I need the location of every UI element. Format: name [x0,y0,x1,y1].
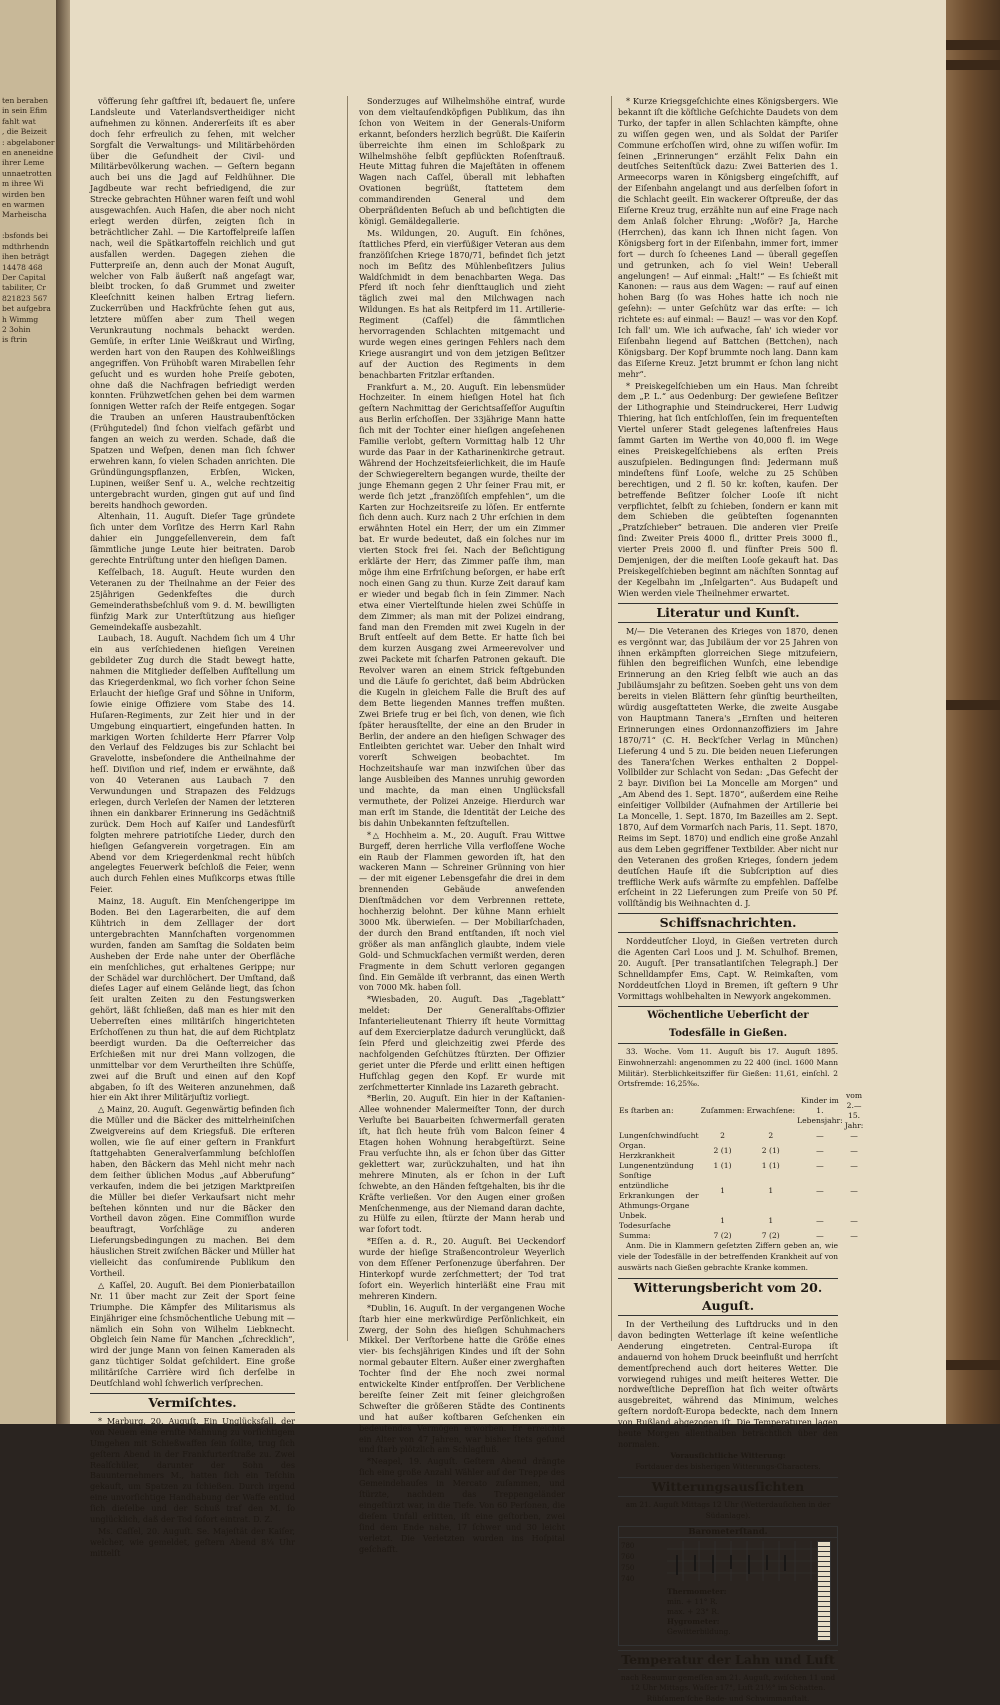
column-1 [90,96,295,1558]
table-cell: 1 [768,1216,774,1226]
table-cell: Summa: [619,1231,651,1241]
thermometer-block [667,1587,731,1637]
table-header-row [618,1091,864,1131]
article: In der Vertheilung des Luftdrucks und in den davon bedingten Wetterlage iſt keine weſentliche Aenderung eingetreten. Central-Europa iſt andauernd von hohem Druck beeinflußt und herrſcht dementſprechend auch dort heiteres Wetter. Die vorwiegend ruhiges und meiſt heiteres Wetter. Die nordweſtliche Depreſſion hat ſich weiter oſtwärts ausgebreitet, während das Minimum, welches geſtern nordoſt-Europa bedeckte, nach dem Innern von Rußland abgezogen iſt. Die Temperaturen lagen heute Morgen allenthalben beträchtlich über den normalen. [618,1319,838,1449]
table-cell: — [850,1216,858,1226]
table-cell: 1 [768,1186,774,1196]
table-cell: 2 [720,1131,725,1141]
thermometer-min: min. + 11° R. [667,1596,718,1606]
article: M/— Die Veteranen des Krieges von 1870, denen es vergönnt war, das Jubiläum der vor 25 Jahren von ihnen erkämpften glorreichen Siege mitzufeiern, fühlen den begreiflichen Wunſch, eine lebendige Erinnerung an den Krieg ſelbſt wie auch an das Jubiläumsjahr zu beſitzen. Soeben geht uns von dem bereits in vielen Blättern ſehr günſtig beurtheilten, würdig ausgeſtatteten Werke, die zweite Ausgabe von Hauptmann Tanera's „Ernſten und heiteren Erinnerungen eines Ordonnanzoffiziers im Jahre 1870/71“ (C. H. Beck'ſcher Verlag in München) Lieferung 4 und 5 zu. Die beiden neuen Lieferungen des Tanera'ſchen Werkes enthalten 2 Doppel-Vollbilder zur Schlacht von Sedan: „Das Gefecht der 2 bayr. Diviſion bei La Moncelle am Morgen“ und „Am Abend des 1. Sept. 1870“, außerdem eine Reihe einſeitiger Vollbilder (Aufnahmen der Artillerie bei La Moncelle, 1. Sept. 1870, Im Bazeilles am 2. Sept. 1870, Auf dem Vormarſch nach Paris, 11. Sept. 1870, Reims im Sept. 1870) und endlich eine große Anzahl aus dem Leben gegriffener Textbilder. Aber nicht nur den Veteranen des großen Krieges, ſondern jedem deutſchen Hauſe iſt die Subſcription auf dies treffliche Werk aufs wärmſte zu empfehlen. Daſſelbe erſcheint in 22 Lieferungen zum Preiſe von 50 Pf. vollſtändig bis Weihnachten d. J. [618,625,838,909]
binding-band [946,700,1000,710]
mortality-note: Anm. Die in Klammern geſetzten Ziffern geben an, wie viele der Todesfälle in der betreffenden Krankheit auf von auswärts nach Gießen gebrachte Kranke kommen. [618,1241,838,1273]
book-gutter [56,0,70,1424]
article: Norddeutſcher Lloyd, in Gießen vertreten durch die Agenten Carl Loos und J. M. Schulhof. Bremen, 20. Auguſt. [Per transatlantiſchen Telegraph.] Der Schnelldampfer Ems, Capt. W. Reimkaſten, vom Norddeutſchen Lloyd in Bremen, iſt geſtern 9 Uhr Vormittags wohlbehalten in Newyork angekommen. [618,936,838,1001]
table-cell: Unbek. Todesurſache [619,1211,671,1231]
table-cell: — [816,1231,824,1241]
thermometer-max: max. + 23° R. [667,1606,720,1616]
table-cell: — [850,1161,858,1171]
section-title-literatur: Literatur und Kunſt. [618,603,838,623]
barometer-title: Barometerſtand. [619,1527,837,1539]
article: Ms. Caſſel, 20. Auguſt. Se. Majeſtät der Kaiſer, welcher, wie gemeldet, geſtern Abend 8¼ Uhr mittelſt [90,1526,295,1558]
table-cell: Sonſtige entzündliche Erkrankungen der Athmungs-Organe [619,1171,699,1211]
table-cell: — [816,1131,824,1141]
article: Mainz, 18. Auguſt. Ein Menſchengerippe im Boden. Bei den Lagerarbeiten, die auf dem Kühtrich in dem Zelllager der dort untergebrachten Mannſchaften vorgenommen wurden, fanden am Samſtag die Soldaten beim Ausheben der Erde nahe unter der Oberfläche ein menſchliches, gut erhaltenes Gerippe; nur der Schädel war durchlöchert. Der Umſtand, daß dieſes Lager auf einem Gelände liegt, das ſchon ſeit uralten Zeiten zu den Festungswerken gehört, läßt ſchließen, daß man es hier mit den Ueberreſten eines militäriſch hingerichteten Erſchoſſenen zu thun hat, die auf dem Richtplatz beerdigt wurden. Da die Oeſterreicher das Erſchießen mit nur drei Mann vollzogen, die unmittelbar vor dem Verurtheilten ihre Schüſſe, zwei auf die Bruſt und einen auf den Kopf abgaben, ſo iſt des Weiteren anzunehmen, daß hier ein Akt ihrer Militärjuſtiz vorliegt. [90,896,295,1103]
column-divider [347,96,348,1341]
binding-band [946,1360,1000,1370]
table-cell: 1 (1) [713,1161,732,1171]
barometer-tick: 750 [621,1563,635,1572]
section-title-witterungsaussichten: Witterungsausſichten [618,1477,838,1497]
left-page-edge [0,0,58,1424]
table-row [618,1171,864,1211]
barometer-tick: 760 [621,1552,635,1561]
mortality-table [618,1091,864,1241]
article: * Marburg, 20. Auguſt. Ein Unglücksfall, der von Neuem eine ernſte Mahnung zu vorſichtigem Umgehen mit Schießwaffen ſein ſollte, trug ſich geſtern Abend in der Frankfurterſtraße zu. Zwei Realſchüler, darunter der Sohn des Bauunternehmers M., hatten ſich ein Teſchin gekauft, um Spatzen zu ſchießen. Durch irgend eine unvorſichtige Handhabung der Waffe entlud ſich dieſelbe und der Schuß traf den M. ſo unglücklich, daß der Tod ſofort eintrat. D. Z. [90,1415,295,1525]
thermometer-icon [817,1541,831,1641]
article: vöfferung ſehr gaſtfrei iſt, bedauert ſie, unſere Landsleute und Vaterlandsvertheidiger nicht aufnehmen zu können. Andererſeits iſt es aber doch ſehr erfreulich zu ſehen, mit welcher Sorgfalt die Verwaltungs- und Militärbehörden über die Geſundheit der Civil- und Militärbevölkerung wachen. — Geſtern begann auch bei uns die Jagd auf Feldhühner. Die Jagdbeute war recht befriedigend, die zur Strecke gebrachten Hühner waren feiſt und wohl ausgewachſen. Auch Haſen, die aber noch nicht erlegt werden dürfen, zeigten ſich in beträchtlicher Zahl. — Die Kartoffelpreiſe laſſen nach, weil die Spätkartoffeln reichlich und gut ausfallen werden. Dagegen ziehen die Futterpreiſe an, denn auch der Monat Auguſt, welcher von Falb äußerſt naß angeſagt war, bleibt trocken, ſo daß Grummet und zweiter Kleeſchnitt keinen halben Ertrag liefern. Zuckerrüben und Hackfrüchte ſehen gut aus, letztere müſſen aber zum Theil wegen Verunkrautung nochmals behackt werden. Gemüſe, in erſter Linie Weißkraut und Wirſing, werden hart von den Raupen des Kohlweißlings angegriffen. Von Frühobſt waren Mirabellen ſehr geſucht und es wurden hohe Preiſe geboten, ohne daß die Nachfragen befriedigt werden konnten. Frühzwetſchen gehen bei dem warmen ſonnigen Wetter raſch der Reife entgegen. Sogar die Trauben an unſeren Haustraubenſtöcken (Frühgutedel) ſind ſchon vielfach gefärbt und fangen an weich zu werden. Schade, daß die Spatzen und Weſpen, denen man ſich ſchwer erwehren kann, ſo vielen Schaden anrichten. Die Gründüngungspflanzen, Erbſen, Wicken, Lupinen, weißer Senf u. A., welche rechtzeitig untergebracht wurden, gingen gut auf und ſind bereits handhoch geworden. [90,96,295,510]
article: * Kurze Kriegsgeſchichte eines Königsbergers. Wie bekannt iſt die köſtliche Geſchichte Daudets von dem Turko, der tapfer in allen Schlachten kämpfte, ohne zu wiſſen gegen wen, und als Soldat der Pariſer Commune erſchoſſen wird, ohne zu wiſſen wofür. Im ſeinen „Erinnerungen“ erzählt Felix Dahn ein deutſches Seitenſtück dazu: Zwei Batterien des 1. Armeecorps waren in Königsberg eingeſchifft, auf der Eiſenbahn angelangt und aus derſelben ſofort in die Schlacht geeilt. Ein wackerer Oſtpreuße, der das Eiſerne Kreuz trug, erzählte nun auf eine Frage nach dem Anlaß ſolcher Ehrung: „Woför? Ja, Harche (Herrchen), das kann ich Ihnen nicht ſagen. Von Königsberg fort in der Eiſenbahn, immer fort, immer fort — durch ſo ſcheenes Land — überall gegeſſen und getrunken, ach ſo viel Wein! Ueberall angelungen! — Auf einmal: „Halt!“ — Es ſchießt mit Kanonen: — raus aus dem Wagen: — rauf auf einen hohen Barg (ſo was Hohes hatte ich noch nie geſehn): — unter Geſchütz war das erſte: — ich richtete es: auf einmal: — Bauz! — was vor den Kopf. Ich fall' um. Wie ich aufwache, ſah' ich wieder vor Eiſenbahn liegend auf Battchen (Bettchen), nach Königsbarg. Der Kopf brummte noch lang. Dann kam das Eiſerne Kreuz. Jetzt brummt er ſchon lang nicht mehr“. [618,96,838,379]
thermometer-label: Thermometer: [667,1586,727,1596]
weather-forecast-label: Vorausſichtliche Witterung: [670,1450,786,1460]
table-cell: 7 (2) [713,1231,732,1241]
article: * Preiskegelſchieben um ein Haus. Man ſchreibt dem „P. L.“ aus Oedenburg: Der gewieſene Beſitzer der Lithographie und Steindruckerei, Herr Ludwig Thiering, hat ſich entſchloſſen, ſein im frequenteſten Viertel unſerer Stadt gelegenes laſtenfreies Haus ſammt Garten im Werthe von 40,000 fl. im Wege eines Preiskegelſchiebens als erſten Preis auszuſpielen. Bedingungen ſind: Jedermann muß mindeſtens fünf Looſe, welche zu 25 Schüben berechtigen, und 2 fl. 50 kr. koſten, kaufen. Der betreffende Beſitzer ſolcher Looſe iſt nicht verpflichtet, ſelbſt zu ſchieben, ſondern er kann mit dem Schieben die geübteſten ſogenannten „Pratzſchieber“ betrauen. Die anderen vier Preiſe ſind: Zweiter Preis 4000 fl., dritter Preis 3000 fl., vierter Preis 2000 fl. und fünfter Preis 500 fl. Demjenigen, der die meiſten Looſe gekauft hat. Das Preiskegelſchieben beginnt am nächſten Sonntag auf der Kegelbahn im „Inſelgarten“. Aus Budapeſt und Wien werden viele Theilnehmer erwartet. [618,380,838,598]
table-cell: Organ. Herzkrankheit [619,1141,675,1161]
left-page-fragment: ten beraben in sein Efim fahlt wat , die Beizeit : abgelaboner en aneneidne ihrer Leme unnaetrotten m ihree Wi wirden ben en warmen Marheischa :bsfonds bei mdthrhendn ihen beträgt 14478 468 Der Capital tabiliter, Cr 821823 567 bet aufgebra h Wimmg 2 3ohin is ftrin [2,96,55,345]
section-title-temperatur: Temperatur der Lahn und Luft [618,1650,838,1670]
hygrometer-value: Gewitterbildung. [667,1626,731,1636]
article: *Dublin, 16. Auguſt. In der vergangenen Woche ſtarb hier eine merkwürdige Perſönlichkeit, ein Zwerg, der Sohn des hieſigen Schuhmachers Mikkel. Der Verſtorbene hatte die Größe eines vier- bis ſechsjährigen Kindes und iſt der Sohn normal gebauter Eltern. Außer einer zwerghaften Tochter ſind der Ehe noch zwei normal entwickelte Kinder entſproſſen. Der Verblichene bereiſte ſeiner Zeit mit ſeiner gleichgroßen Schweſter die größeren Städte des Continents und hat außer koſtbaren Geſchenken ein bedeutendes Vermögen erworben. Er erreichte ein Alter von 47 Jahren, war bisher ſtets geſund und ſtarb plötzlich am Schlagfluß. [359,1302,565,1455]
table-cell: 2 (1) [713,1146,732,1156]
section-title-witterungsbericht: Witterungsbericht vom 20. Auguſt. [618,1278,838,1316]
article: △ Mainz, 20. Auguſt. Gegenwärtig befinden ſich die Müller und die Bäcker des mittelrheiniſchen Zweigvereins auf dem Kriegsfuß. Die erſteren wollen, wie ſie auf einer geſtern in Frankfurt ſtattgehabten Generalverſammlung beſchloſſen haben, den Bäckern das Mehl nicht mehr nach dem ſeither üblichen Modus „auf Abberufung“ verkaufen, indem die bei jetzigen Marktpreiſen die Müller bei dieſer Verkaufsart nicht mehr beſtehen könnten und nur die Bäcker den Vortheil davon zögen. Eine Commiſſion wurde beauftragt, Vorſchläge zu anderen Lieferungsbedingungen zu machen. Bei dem häuslichen Streit zwiſchen Bäcker und Müller hat vielleicht das conſumirende Publikum den Vortheil. [90,1104,295,1278]
table-cell: — [816,1161,824,1171]
mortality-intro: 33. Woche. Vom 11. Auguſt bis 17. Auguſt 1895. Einwohnerzahl: angenommen zu 22 400 (incl. 1600 Mann Militär). Sterblichkeitsziffer für Gießen: 11,61, einſchl. 2 Ortsfremde: 16,25‰. [618,1046,838,1089]
table-cell: — [850,1131,858,1141]
barometer-graph [667,1541,827,1581]
table-cell: 7 (2) [761,1231,780,1241]
section-title-todesfaelle: Wöchentliche Ueberſicht der Todesfälle in Gießen. [618,1006,838,1044]
article: Laubach, 18. Auguſt. Nachdem ſich um 4 Uhr ein aus verſchiedenen hieſigen Vereinen gebildeter Zug durch die Stadt bewegt hatte, nahmen die Mitglieder deſſelben Aufſtellung um das Kriegerdenkmal, wo ſich vorher ſchon Seine Erlaucht der hieſige Graf und Söhne in Uniform, ſowie einige Offiziere vom Stabe des 14. Huſaren-Regiments, zur Zeit hier und in der Umgebung einquartiert, eingefunden hatten. In markigen Worten ſchilderte Herr Pfarrer Volp den Verlauf des Feldzuges bis zur Schlacht bei Gravelotte, insbeſondere die Antheilnahme der heſſ. Diviſion und rief, indem er erwähnte, daß von 40 Veteranen aus Laubach 7 den Verwundungen und Strapazen des Feldzugs erlegen, durch Verleſen der Namen der letzteren ihnen ein dankbarer Erinnerung ins Gedächtniß zurück. Dem Hoch auf Kaiſer und Landesfürſt folgten mehrere patriotiſche Lieder, durch den hieſigen Geſangverein vorgetragen. Ein am Abend vor dem Kriegerdenkmal recht hübſch angelegtes Feuerwerk beſchloß die Feier, wenn auch durch Fehlen eines Muſikcorps etwas ſtille Feier. [90,633,295,895]
table-cell: Lungenentzündung [619,1161,694,1171]
article: *Berlin, 20. Auguſt. Ein hier in der Kaſtanien-Allee wohnender Malermeiſter Tonn, der durch Verluſte bei Bauarbeiten ſchwermerfall geraten iſt, hat ſich heute früh vom Balcon ſeiner 4 Etagen hohen Wohnung herabgeſtürzt. Seine Frau verſuchte ihn, als er ſchon über das Gitter geklettert war, zurückzuhalten, und hat ihn mehrere Minuten, als er ſchon in der Luft ſchwebte, an den Händen feſtgehalten, bis ihr die Kräfte verließen. Vor den Augen einer großen Menſchenmenge, aus der Niemand daran dachte, zu Hülfe zu eilen, ſtürzte der Mann herab und war ſofort todt. [359,1093,565,1235]
section-title-schiffsnachrichten: Schiffsnachrichten. [618,913,838,933]
table-row [618,1211,864,1231]
article: △ Kaſſel, 20. Auguſt. Bei dem Pionierbataillon Nr. 11 über macht zur Zeit der Sport ſeine Triumphe. Die Kämpfer des Militarismus als Einjähriger eine ſchsmöchentliche Uebung mit — nämlich ein Sohn von Wilhelm Liebknecht. Obgleich ſein Name für Manchen „ſchrecklich“, wird der junge Mann von ſeinen Kameraden als ganz tüchtiger Soldat geſchildert. Eine große militäriſche Carrière wird ſich derſelbe in Deutſchland wohl ſchwerlich verſprechen. [90,1279,295,1389]
table-header-cell: Es ſtarben an: [619,1106,674,1116]
hygrometer-label: Hygrometer: [667,1616,720,1626]
binding-band [946,60,1000,70]
table-cell: — [816,1146,824,1156]
column-2 [359,96,565,1554]
barometer-scale [621,1541,634,1585]
book-binding [946,0,1000,1424]
table-cell: — [850,1186,858,1196]
article: Altenhain, 11. Auguſt. Dieſer Tage gründete ſich unter dem Vorſitze des Herrn Karl Rahn dahier ein Junggeſellenverein, dem faſt ſämmtliche junge Leute hier beitraten. Darob gerechte Entrüſtung unter den hieſigen Damen. [90,511,295,566]
table-cell: — [816,1216,824,1226]
table-row [618,1161,864,1171]
article: *Wiesbaden, 20. Auguſt. Das „Tageblatt“ meldet: Der Generalſtabs-Offizier Infanterielieutenant Thierry iſt heute Vormittag auf dem Exercierplatze dadurch verunglückt, daß ſein Pferd und gleichzeitig zwei Pferde des nachfolgenden Geſchützes ſtürzten. Der Offizier geriet unter die Pferde und erlitt einen heftigen Hufſchlag gegen den Kopf. Er wurde mit zerſchmetterter Kinnlade ins Lazareth gebracht. [359,994,565,1092]
weather-outlook-subtitle: am 21. Auguſt Mittags 12 Uhr (Wetterdauſichen in der Südanlage). [625,1499,831,1520]
barometer-tick: 780 [621,1541,635,1550]
barometer-box [618,1526,838,1646]
column-divider [611,96,612,1341]
table-header-cell: Erwachſene: [746,1106,796,1116]
newspaper-page [70,0,946,1704]
article: Frankfurt a. M., 20. Auguſt. Ein lebensmüder Hochzeiter. In einem hieſigen Hotel hat ſich geſtern Nachmittag der Gerichtsaſſeſſor Auguſtin aus Berlin erſchoſſen. Der 33jährige Mann hatte ſich mit der Tochter einer hieſigen angeſehenen Familie verlobt, geſtern Vormittag halb 12 Uhr wurde das Paar in der Katharinenkirche getraut. Während der Hochzeitsfeierlichkeit, die im Hauſe der Schwiegereltern begangen wurde, theilte der junge Ehemann gegen 2 Uhr ſeiner Frau mit, er werde ſich jetzt „franzöſiſch empfehlen“, um die Karten zur Hochzeitsreiſe zu löſen. Er entfernte ſich denn auch. Kurz nach 2 Uhr erſchien in dem erwähnten Hotel ein Herr, der um ein Zimmer bat. Er wurde bedeutet, daß ein ſolches nur im vierten Stock frei ſei. Nach der Beſichtigung erklärte der Herr, das Zimmer paſſe ihm, man möge ihm eine Erfriſchung beſorgen, er habe erſt noch einen Gang zu thun. Kurze Zeit darauf kam er wieder und begab ſich in ſein Zimmer. Nach etwa einer Viertelſtunde hielen zwei Schüſſe in dem Zimmer; als man mit der Polizei eindrang, fand man den Fremden mit zwei Kugeln in der Bruſt entſeelt auf dem Bette. Er hatte ſich bei dem kurzen Ausgang zwei Armeerevolver und zwei Packete mit ſcharfen Patronen gekauft. Die Revolver waren an einem Strick feſtgebunden und die Läufe ſo gerichtet, daß beim Abdrücken die Kugeln in gleichem Falle die Bruſt des auf dem Bette liegenden Mannes treffen mußten. Zwei Briefe trug er bei ſich, von denen, wie ſich ſpäter herausſtellte, der eine an den Bruder in Berlin, der andere an den hieſigen Schwager des Entleibten gerichtet war. Ueber den Inhalt wird vorerſt Schweigen beobachtet. Im Hochzeitshauſe war man inzwiſchen über das lange Ausbleiben des Mannes unruhig geworden und machte, da man einen Unglücksfall vermuthete, der Polizei Anzeige. Hierdurch war man erſt im Stande, die Identität der Leiche des bis dahin Unbekannten feſtzuſtellen. [359,381,565,828]
barometer-tick: 740 [621,1574,635,1583]
table-cell: — [850,1231,858,1241]
table-cell: 1 [720,1186,725,1196]
table-header-cell: vom 2.—15. Jahr: [844,1091,864,1131]
section-title-vermischtes: Vermiſchtes. [90,1393,295,1413]
table-header-cell: Zuſammen: [700,1106,745,1116]
article: *△ Hochheim a. M., 20. Auguſt. Frau Wittwe Burgeff, deren herrliche Villa verfloſſene Woche ein Raub der Flammen geworden iſt, hat den wackeren Mann — Schreiner Grünning von hier — der mit eigener Lebensgefahr die drei in dem brennenden Gebäude anweſenden Dienſtmädchen vor dem Verbrennen rettete, hochherzig belohnt. Der kühne Mann erhielt 3000 Mk. überwieſen. — Der Mobiliarſchaden, der durch den Brand entſtanden, iſt noch viel größer als man anfänglich glaubte, indem viele Gold- und Schmuckſachen vermißt werden, deren Fragmente in dem Schutt verloren gegangen ſind. Ein Gemälde iſt verbrannt, das einen Werth von 7000 Mk. haben ſoll. [359,829,565,993]
article: Sonderzuges auf Wilhelmshöhe eintraf, wurde von dem vieltauſendköpfigen Publikum, das ihn ſchon von Weitem in der Generals-Uniform erkannt, beſonders herzlich begrüßt. Die Kaiſerin überreichte ihm einen im Schloßpark zu Wilhelmshöhe ſelbſt gepflückten Roſenſtrauß. Heute Mittag fuhren die Majeſtäten in offenem Wagen nach Caſſel, überall mit lebhaften Ovationen begrüßt, ſtattetem dem commandirenden General und dem Oberpräſidenten Beſuch ab und beſichtigten die königl. Gemäldegallerie. [359,96,565,226]
table-cell: 1 [720,1216,725,1226]
weather-forecast: Fortdauer des bisherigen Witterungs-Characters. [635,1461,821,1471]
article: *Eſſen a. d. R., 20. Auguſt. Bei Ueckendorf wurde der hieſige Straßencontroleur Weyerlich von dem Eſſener Perſonenzuge überfahren. Der Hinterkopf wurde zerſchmettert; der Tod trat ſofort ein. Weyerlich hinterläßt eine Frau mit mehreren Kindern. [359,1236,565,1301]
table-cell: Lungenſchwindſucht [619,1131,699,1141]
table-cell: — [816,1186,824,1196]
binding-band [946,40,1000,50]
article: Keſſelbach, 18. Auguſt. Heute wurden den Veteranen zu der Theilnahme an der Feier des 25jährigen Gedenkfeſtes die durch Gemeinderathsbeſchluß vom 9. d. M. bewilligten fünfzig Mark zur Unterſtützung aus hieſiger Gemeindekaſſe ausbezahlt. [90,566,295,632]
table-row [618,1231,864,1241]
table-cell: 2 (1) [761,1146,780,1156]
column-3 [618,96,864,1704]
temperature-text: nach Reaumur gemeſſen am 21. Auguſt, zwiſchen 11 und 12 Uhr Mittags. Waſſer 17°, Luft 21½° im Schatten. Rübſamen'ſche Bade- und Schwimmanſtalt. [620,1672,836,1704]
article: *Neapel, 19. Auguſt. Geſtern Abend drängte ſich eine große Anzahl Wähler auf der Treppe des Gemeindehauſes in Mercato zuſammen, und ſtürzte, nachdem das Treppengeländer eingeſtürzt war, in die Tiefe. Von 60 Perſonen, die dieſem Unfall erlitten, iſt eine geſtorben, zwei ſind dem Ende nahe, 17 ſchwer und 30 leicht verletzt. Die Verletzten wurden ins Hoſpital geſchafft. [359,1456,565,1554]
table-cell: — [850,1146,858,1156]
article: Ms. Wildungen, 20. Auguſt. Ein ſchönes, ſtattliches Pferd, ein vierfüßiger Veteran aus dem franzöſiſchen Kriege 1870/71, befindet ſich jetzt noch im Beſitz des Mühlenbeſitzers Julius Waldſchmidt in dem benachbarten Wega. Das Pferd iſt noch ſehr dienſttauglich und zieht täglich zwei mal den Milchwagen nach Wildungen. Es hat als Reitpferd im 11. Artillerie-Regiment (Caſſel) die ſämmtlichen hervorragenden Schlachten mitgemacht und wurde wegen eines geringen Fehlers nach dem Kriege ausrangirt und von dem jetzigen Beſitzer auf der Auction des Regiments in dem benachbarten Fritzlar erſtanden. [359,227,565,380]
table-row [618,1141,864,1161]
table-row [618,1131,864,1141]
table-cell: 2 [768,1131,774,1141]
table-header-cell: Kinder im 1. Lebensjahr: [797,1096,843,1126]
table-cell: 1 (1) [761,1161,780,1171]
